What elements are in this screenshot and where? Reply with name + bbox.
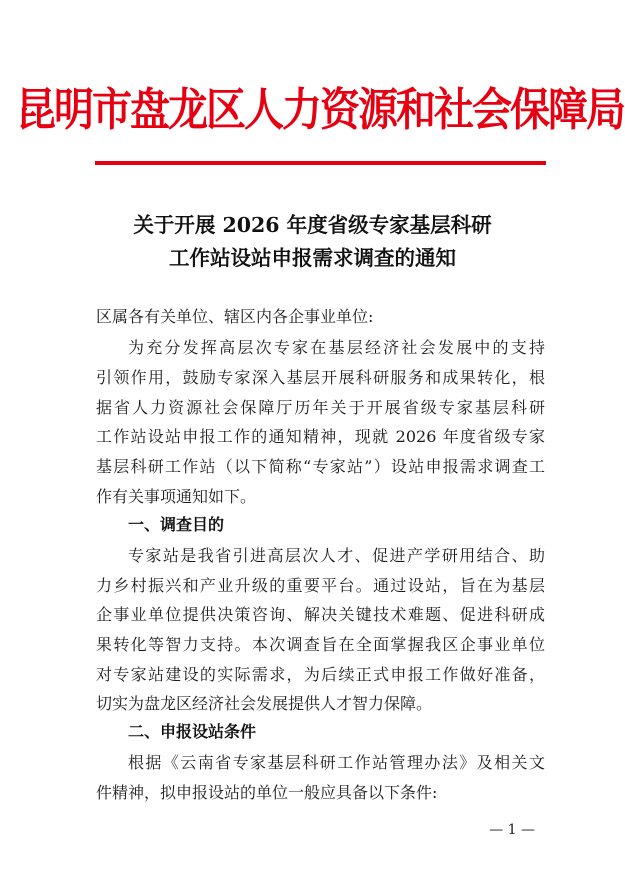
- salutation: 区属各有关单位、辖区内各企事业单位:: [96, 307, 374, 326]
- paragraph-line: 据省人力资源社会保障厅历年关于开展省级专家基层科研: [96, 398, 545, 417]
- red-divider-line: [95, 161, 546, 165]
- document-title-line-2: 工作站设站申报需求调查的通知: [169, 246, 456, 270]
- section-heading-conditions: 二、申报设站条件: [128, 722, 257, 741]
- document-title-line-1: 关于开展 2026 年度省级专家基层科研: [133, 213, 492, 237]
- paragraph-line: 基层科研工作站（以下简称“专家站”）设站申报需求调查工: [96, 457, 545, 476]
- paragraph-line: 对专家站建设的实际需求，为后续正式申报工作做好准备，: [96, 665, 545, 684]
- section-heading-purpose: 一、调查目的: [128, 515, 225, 534]
- paragraph-line: 引领作用，鼓励专家深入基层开展科研服务和成果转化，根: [96, 368, 545, 387]
- paragraph-line: 专家站是我省引进高层次人才、促进产学研用结合、助: [128, 546, 545, 565]
- letterhead-title: 昆明市盘龙区人力资源和社会保障局: [16, 83, 624, 136]
- paragraph-line: 根据《云南省专家基层科研工作站管理办法》及相关文: [128, 753, 545, 772]
- paragraph-line: 果转化等智力支持。本次调查旨在全面掌握我区企事业单位: [96, 635, 545, 654]
- paragraph-line: 切实为盘龙区经济社会发展提供人才智力保障。: [96, 694, 433, 713]
- paragraph-line: 力乡村振兴和产业升级的重要平台。通过设站，旨在为基层: [96, 576, 545, 595]
- page-number: — 1 —: [489, 822, 535, 838]
- paragraph-line: 工作站设站申报工作的通知精神，现就 2026 年度省级专家: [96, 427, 545, 446]
- paragraph-line: 作有关事项通知如下。: [96, 487, 257, 506]
- paragraph-line: 企事业单位提供决策咨询、解决关键技术难题、促进科研成: [96, 605, 545, 624]
- paragraph-line: 件精神，拟申报设站的单位一般应具备以下条件:: [96, 783, 438, 802]
- paragraph-line: 为充分发挥高层次专家在基层经济社会发展中的支持: [128, 338, 545, 357]
